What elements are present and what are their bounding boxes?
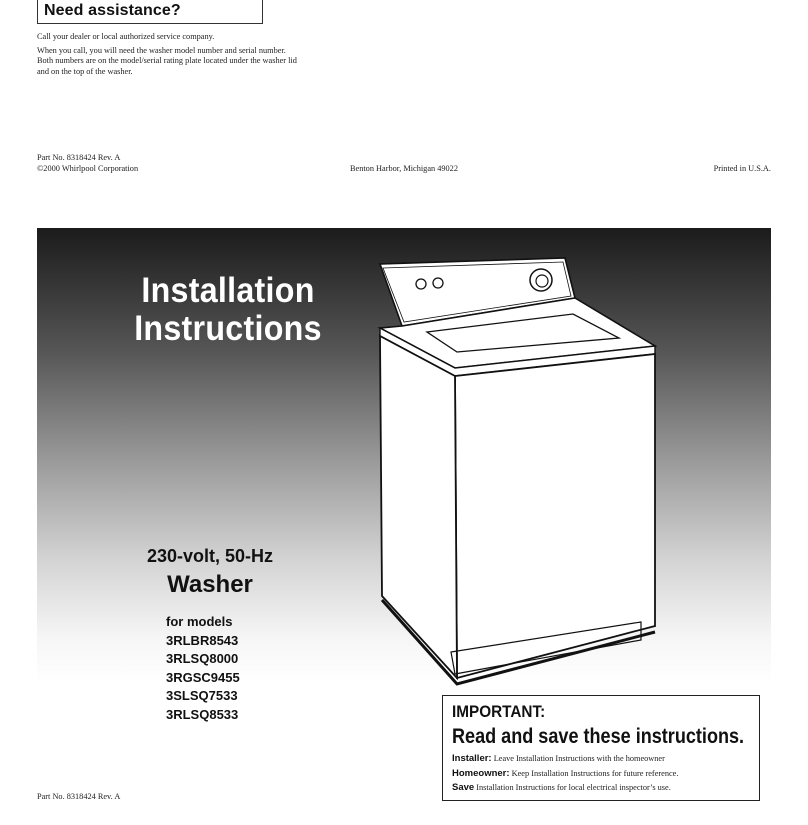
knob-small-2 bbox=[433, 278, 443, 288]
footer-left bbox=[37, 153, 138, 174]
models-list bbox=[166, 613, 240, 724]
printed-in: Printed in U.S.A. bbox=[713, 163, 771, 173]
part-number: Part No. 8318424 Rev. A bbox=[37, 153, 121, 162]
important-label: IMPORTANT: bbox=[452, 702, 546, 721]
timer-dial-center bbox=[536, 275, 548, 287]
spec-line: 230-volt, 50-Hz bbox=[146, 546, 274, 566]
save-text: Installation Instructions for local electrical inspector’s use. bbox=[476, 783, 671, 792]
need-assistance-box bbox=[37, 0, 263, 24]
washer-front bbox=[455, 354, 655, 678]
model-item: 3RGSC9455 bbox=[166, 669, 240, 685]
location: Benton Harbor, Michigan 49022 bbox=[350, 163, 458, 173]
important-heading: Read and save these instructions. bbox=[452, 725, 745, 748]
important-box bbox=[442, 695, 760, 801]
assistance-line-2: When you call, you will need the washer model number and serial number. Both numbers are on the model/serial rating plate located under the washer lid and on the top of the washer. bbox=[37, 45, 297, 76]
homeowner-note bbox=[452, 767, 759, 782]
homeowner-text: Keep Installation Instructions for future reference. bbox=[511, 768, 679, 778]
homeowner-key: Homeowner: bbox=[452, 767, 510, 779]
model-item: 3RLSQ8533 bbox=[166, 706, 239, 722]
installer-key: Installer: bbox=[452, 753, 492, 764]
save-key: Save bbox=[452, 782, 475, 793]
model-item: 3RLBR8543 bbox=[166, 632, 239, 648]
copyright: ©2000 Whirlpool Corporation bbox=[37, 163, 139, 173]
washer-side bbox=[380, 336, 457, 678]
footer-bottom-part-number: Part No. 8318424 Rev. A bbox=[37, 792, 121, 801]
installer-text: Leave Installation Instructions with the homeowner bbox=[493, 754, 665, 763]
product-name: Washer bbox=[167, 571, 253, 598]
cover-title-line-1: Installation bbox=[141, 271, 315, 310]
model-item: 3RLSQ8000 bbox=[166, 651, 239, 666]
assistance-text bbox=[37, 32, 297, 80]
models-label: for models bbox=[166, 614, 233, 629]
need-assistance-title: Need assistance? bbox=[44, 2, 181, 19]
assistance-line-1: Call your dealer or local authorized service company. bbox=[37, 32, 215, 41]
model-item: 3SLSQ7533 bbox=[166, 688, 238, 703]
save-note bbox=[452, 781, 759, 796]
installer-note bbox=[452, 752, 759, 767]
cover-title-line-2: Instructions bbox=[134, 309, 322, 348]
knob-small-1 bbox=[416, 279, 426, 289]
